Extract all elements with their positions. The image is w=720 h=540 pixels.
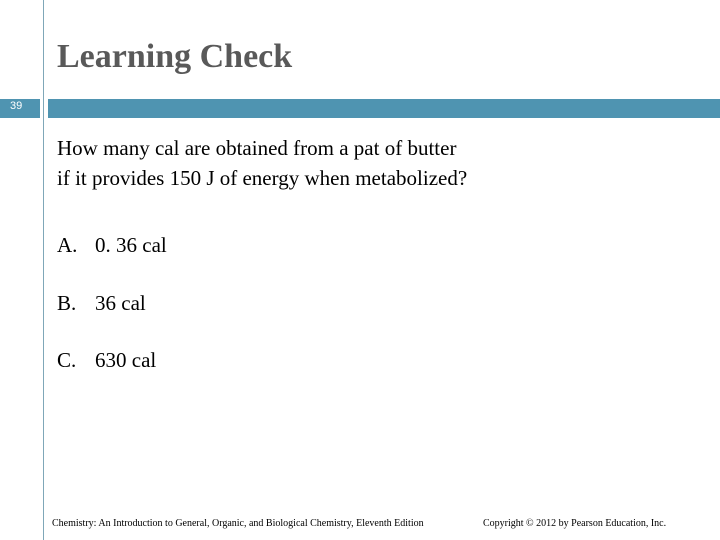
footer-book-title: Chemistry: An Introduction to General, Organic, and Biological Chemistry, Eleventh Edition <box>52 518 424 529</box>
answer-option-a <box>57 233 167 258</box>
option-letter: A. <box>57 233 78 257</box>
question-line-2: if it provides 150 J of energy when metabolized? <box>57 166 468 190</box>
left-divider-line <box>43 0 44 540</box>
option-letter: B. <box>57 291 77 315</box>
accent-bar-right <box>48 99 720 118</box>
option-text: 0. 36 cal <box>95 233 167 257</box>
footer-copyright: Copyright © 2012 by Pearson Education, Inc. <box>483 518 667 529</box>
slide-number: 39 <box>10 100 23 112</box>
option-text: 630 cal <box>95 348 157 372</box>
question-text <box>57 133 467 193</box>
slide-title: Learning Check <box>57 38 293 75</box>
answer-option-c <box>57 348 156 373</box>
option-text: 36 cal <box>95 291 146 315</box>
option-letter: C. <box>57 348 77 372</box>
question-line-1: How many cal are obtained from a pat of butter <box>57 136 457 160</box>
answer-option-b <box>57 291 146 316</box>
